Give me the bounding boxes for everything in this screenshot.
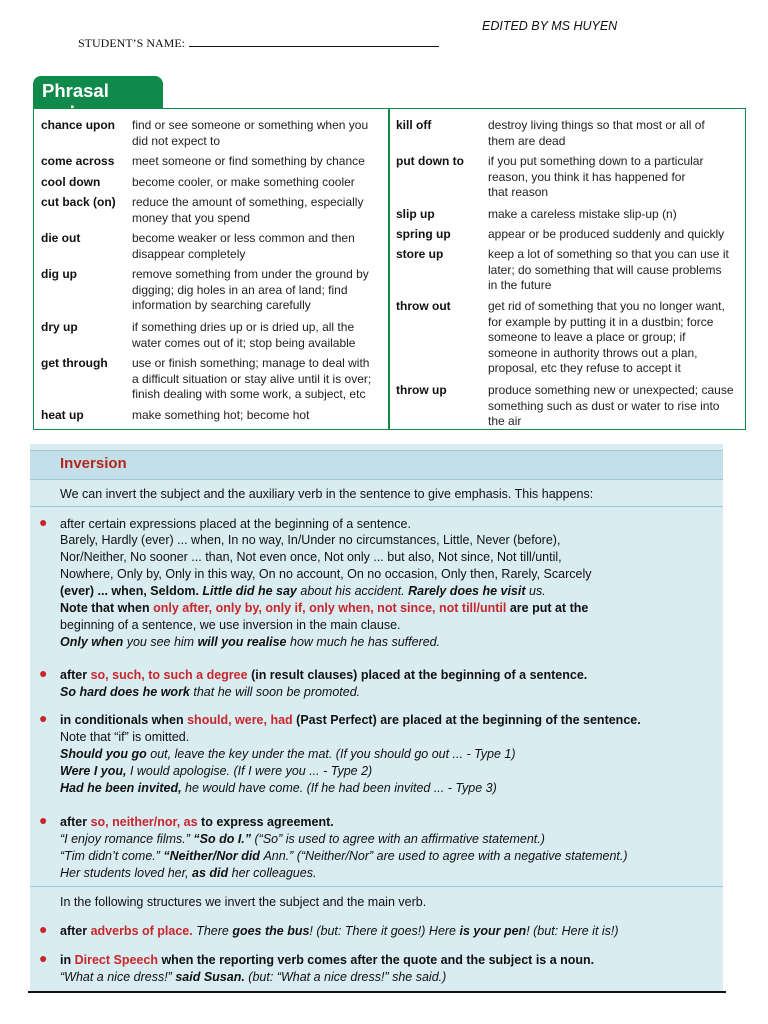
phrasal-verb-definition: make something hot; become hot [132, 408, 310, 422]
structures-intro: In the following structures we invert the subject and the main verb. [60, 895, 427, 909]
bullet-1-example [60, 634, 440, 651]
text: Little did he say [202, 584, 297, 598]
text: (ever) ... when, Seldom. [60, 584, 199, 598]
text: “I enjoy romance films.” [60, 832, 190, 846]
bullet-2-example [60, 684, 360, 701]
phrasal-verb: put down to [396, 154, 464, 168]
phrasal-verb: throw up [396, 383, 447, 397]
bullet-icon: ● [39, 950, 48, 966]
text: how much he has suffered. [290, 635, 441, 649]
text: out, leave the key under the mat. (If you should go out ... - Type 1) [150, 747, 516, 761]
bullet-2-heading [60, 667, 587, 684]
bullet-1-heading: after certain expressions placed at the beginning of a sentence. [60, 517, 411, 531]
phrasal-verb-definition: someone in authority throws out a plan, [488, 345, 698, 360]
text: I would apologise. (If I were you ... - Type 2) [129, 764, 373, 778]
phrasal-verb: dry up [41, 320, 78, 334]
footer-rule [28, 991, 726, 993]
bullet-3-example [60, 780, 497, 797]
phrasal-verb: spring up [396, 227, 451, 241]
phrasal-verb-definition: become cooler, or make something cooler [132, 175, 355, 189]
bullet-5 [60, 923, 619, 940]
bullet-icon: ● [39, 812, 48, 828]
phrasal-verb: cool down [41, 175, 101, 189]
text: Her students loved her, [60, 866, 189, 880]
phrasal-verb-definition: destroy living things so that most or all of [488, 118, 705, 132]
phrasal-verb-definition: them are dead [488, 133, 566, 148]
text: after [60, 668, 88, 682]
text: will you realise [197, 635, 287, 649]
phrasal-verb-definition: disappear completely [132, 246, 246, 261]
phrasal-verb: chance upon [41, 118, 116, 132]
text: goes the bus [232, 924, 310, 938]
bullet-4-example [60, 865, 316, 882]
phrasal-verb-definition: someone to leave a place or group; if [488, 330, 686, 344]
phrasal-verb: kill off [396, 118, 432, 132]
bullet-1-example [60, 583, 546, 600]
inversion-title: Inversion [60, 455, 127, 472]
phrasal-verb: dig up [41, 267, 77, 281]
text: are put at the [509, 601, 589, 615]
inversion-intro: We can invert the subject and the auxiliary verb in the sentence to give emphasis. This happens: [60, 487, 594, 501]
phrasal-verb-definition: a difficult situation or stay alive until it is over; [132, 371, 372, 386]
bullet-icon: ● [39, 710, 48, 726]
text: (but: “What a nice dress!” she said.) [248, 970, 447, 984]
phrasal-verb: slip up [396, 207, 435, 221]
text: (in result clauses) placed at the beginning of a sentence. [251, 668, 588, 682]
phrasal-verb: store up [396, 247, 444, 261]
text: “Neither/Nor did [163, 849, 260, 863]
text: only after, only by, only if, only when, not since, not till/until [153, 601, 507, 615]
text: Were I you, [60, 764, 127, 778]
phrasal-verb-definition: water comes out of it; stop being available [132, 335, 356, 350]
phrasal-verbs-title: Phrasal verbs [33, 76, 163, 108]
text: Had he been invited, [60, 781, 182, 795]
text: “Tim didn’t come.” [60, 849, 160, 863]
bullet-1-line: Nowhere, Only by, Only in this way, On no account, On no occasion, Only then, Rarely, Scarcely [60, 567, 592, 581]
phrasal-verb-definition: produce something new or unexpected; cause [488, 383, 734, 397]
phrasal-verb-definition: appear or be produced suddenly and quickly [488, 227, 725, 241]
phrasal-verb-definition: the air [488, 414, 522, 428]
text: “What a nice dress!” [60, 970, 172, 984]
text: should, were, had [187, 713, 293, 727]
text: Should you go [60, 747, 147, 761]
phrasal-verb-definition: keep a lot of something so that you can use it [488, 247, 729, 261]
phrasal-verb-definition: that reason [488, 185, 549, 199]
bullet-icon: ● [39, 921, 48, 937]
phrasal-verb-definition: digging; dig holes in an area of land; find [132, 282, 348, 297]
bullet-1-note: beginning of a sentence, we use inversion in the main clause. [60, 618, 401, 632]
phrasal-verb-definition: get rid of something that you no longer want, [488, 299, 725, 313]
text: So hard does he work [60, 685, 190, 699]
text: in [60, 953, 72, 967]
text: that he will soon be promoted. [193, 685, 361, 699]
student-name-label [78, 36, 439, 51]
bullet-1-line: Nor/Neither, No sooner ... than, Not even once, Not only ... but also, Not since, Not till/until, [60, 550, 562, 564]
phrasal-verb-definition: use or finish something; manage to deal with [132, 356, 370, 370]
phrasal-verb: die out [41, 231, 81, 245]
text: you see him [126, 635, 195, 649]
phrasal-verb: get through [41, 356, 108, 370]
bullet-3-example [60, 763, 372, 780]
phrasal-verb-definition: did not expect to [132, 133, 221, 148]
text: so, such, to such a degree [90, 668, 248, 682]
student-name-blank[interactable] [189, 36, 439, 47]
text: ! (but: Here it is!) [526, 924, 619, 938]
phrasal-verb-definition: in the future [488, 278, 552, 292]
phrasal-verb: heat up [41, 408, 84, 422]
phrasal-verb-definition: if something dries up or is dried up, all the [132, 320, 355, 334]
text: as did [192, 866, 229, 880]
text: after [60, 815, 88, 829]
student-name-text: STUDENT’S NAME: [78, 36, 185, 50]
text: to express agreement. [201, 815, 334, 829]
bullet-4-example [60, 831, 545, 848]
phrasal-verb-definition: proposal, etc they refuse to accept it [488, 361, 681, 375]
bullet-icon: ● [39, 514, 48, 530]
text: Ann.” (“Neither/Nor” are used to agree with a negative statement.) [263, 849, 628, 863]
phrasal-verb-definition: something such as dust or water to rise into [488, 398, 720, 413]
editor-credit: EDITED BY MS HUYEN [482, 19, 618, 33]
bullet-3-example [60, 746, 516, 763]
phrasal-verb-definition: finish dealing with some work, a subject, etc [132, 387, 366, 401]
text: us. [529, 584, 546, 598]
phrasal-verb: cut back (on) [41, 195, 116, 209]
text: There [196, 924, 229, 938]
text: about his accident. [300, 584, 405, 598]
table-column-divider [388, 108, 390, 430]
bullet-icon: ● [39, 665, 48, 681]
bullet-3-heading [60, 712, 641, 729]
phrasal-verb: come across [41, 154, 115, 168]
divider [30, 506, 723, 507]
text: Note that when [60, 601, 150, 615]
phrasal-verb-definition: money that you spend [132, 210, 251, 225]
bullet-4-example [60, 848, 628, 865]
text: said Susan. [175, 970, 245, 984]
text: (“So” is used to agree with an affirmative statement.) [254, 832, 545, 846]
text: Only when [60, 635, 124, 649]
phrasal-verb-definition: reason, you think it has happened for [488, 169, 686, 184]
phrasal-verb-definition: reduce the amount of something, especially [132, 195, 364, 209]
divider [30, 886, 723, 887]
phrasal-verb: throw out [396, 299, 451, 313]
bullet-4-heading [60, 814, 334, 831]
text: ! (but: There it goes!) Here [309, 924, 457, 938]
phrasal-verb-definition: make a careless mistake slip-up (n) [488, 207, 677, 221]
bullet-1-note [60, 600, 588, 617]
phrasal-verb-definition: information by searching carefully [132, 298, 311, 312]
phrasal-verb-definition: find or see someone or something when you [132, 118, 369, 132]
text: adverbs of place. [90, 924, 193, 938]
text: Rarely does he visit [408, 584, 526, 598]
text: after [60, 924, 88, 938]
bullet-6-example [60, 969, 446, 986]
text: he would have come. (If he had been invited ... - Type 3) [185, 781, 497, 795]
text: is your pen [459, 924, 527, 938]
text: in conditionals when [60, 713, 184, 727]
text: (Past Perfect) are placed at the beginning of the sentence. [296, 713, 641, 727]
text: Direct Speech [74, 953, 158, 967]
bullet-6 [60, 952, 594, 969]
text: so, neither/nor, as [90, 815, 198, 829]
text: when the reporting verb comes after the quote and the subject is a noun. [161, 953, 595, 967]
phrasal-verb-definition: if you put something down to a particular [488, 154, 704, 168]
phrasal-verb-definition: remove something from under the ground by [132, 267, 369, 281]
bullet-1-line: Barely, Hardly (ever) ... when, In no way, In/Under no circumstances, Little, Never (before), [60, 533, 561, 547]
text: her colleagues. [231, 866, 317, 880]
phrasal-verb-definition: become weaker or less common and then [132, 231, 355, 245]
text: “So do I.” [193, 832, 252, 846]
phrasal-verb-definition: meet someone or find something by chance [132, 154, 365, 168]
inversion-heading-bar [30, 450, 723, 480]
bullet-3-note: Note that “if” is omitted. [60, 730, 190, 744]
phrasal-verb-definition: for example by putting it in a dustbin; force [488, 314, 714, 329]
phrasal-verb-definition: later; do something that will cause problems [488, 262, 722, 277]
